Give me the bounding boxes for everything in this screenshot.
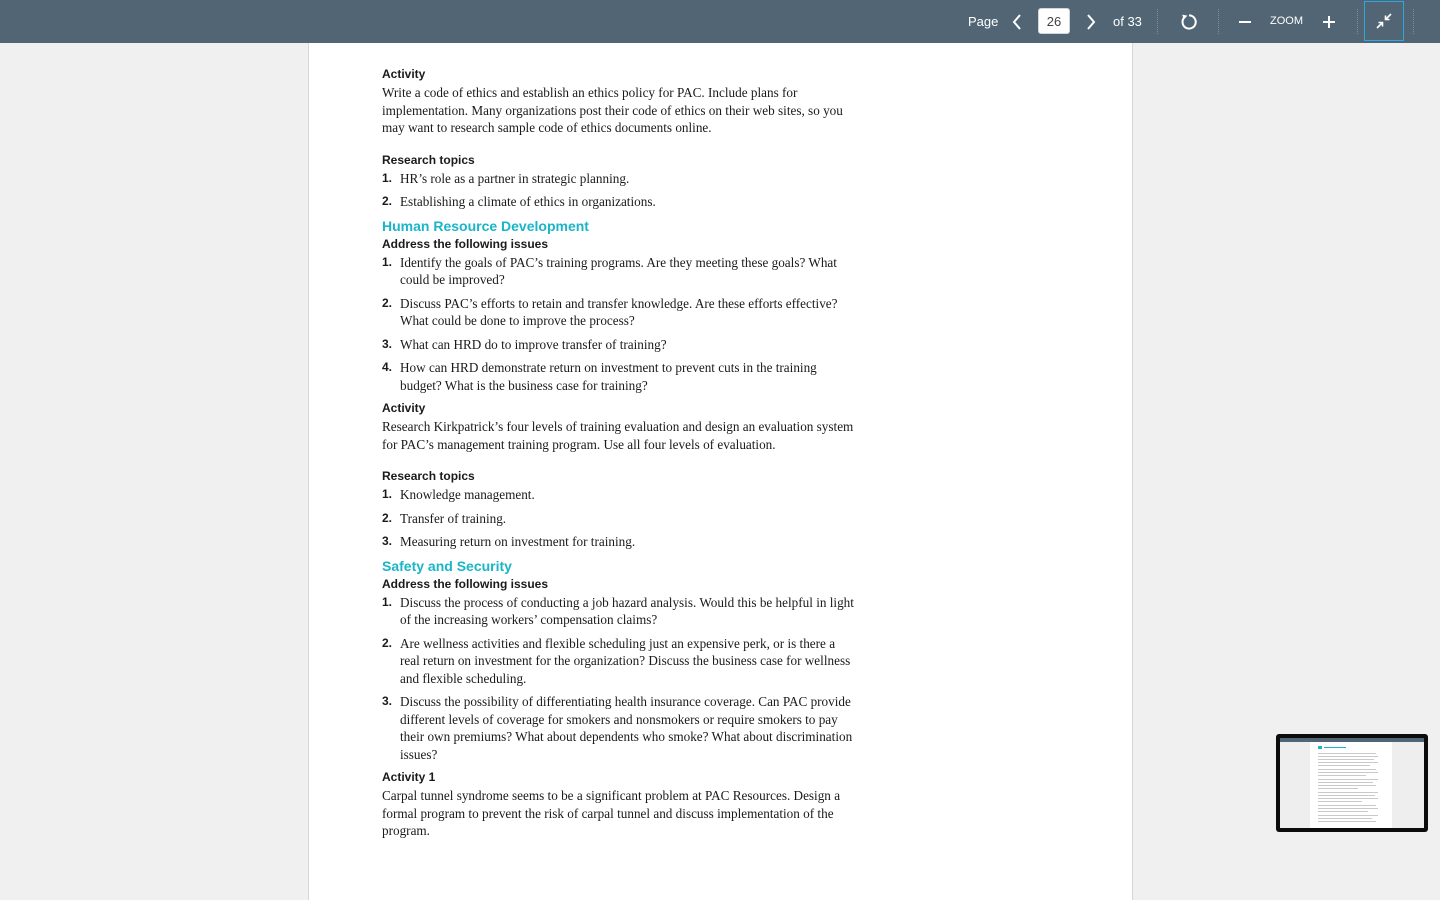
list-item: 1. Discuss the process of conducting a job hazard analysis. Would this be helpful in light of the increasing workers’ compensation claims?: [382, 594, 854, 627]
thumbnail-text-line: [1318, 788, 1358, 789]
list-item: 2. Establishing a climate of ethics in organizations.: [382, 194, 656, 209]
activity-heading: Activity 1: [382, 770, 436, 784]
thumbnail-text-line: [1318, 798, 1378, 799]
document-page: [308, 43, 1133, 900]
activity-text: Carpal tunnel syndrome seems to be a significant problem at PAC Resources. Design a formal program to prevent the risk of carpal tunnel and discuss implementation of the program.: [382, 788, 841, 838]
list-item: 2. Discuss PAC’s efforts to retain and transfer knowledge. Are these efforts effective? What could be done to improve the process?: [382, 295, 838, 328]
thumbnail-text-line: [1318, 815, 1378, 816]
toolbar-divider: [1218, 9, 1219, 34]
list-item: 3. Discuss the possibility of differentiating health insurance coverage. Can PAC provide different levels of coverage for smokers and nonsmokers or require smokers to pay their own premiums? What about dependents who smoke? What about discrimination issues?: [382, 694, 853, 762]
zoom-in-button[interactable]: [1318, 0, 1340, 43]
research-topics-list: [382, 486, 857, 551]
thumbnail-text-line: [1318, 779, 1378, 780]
thumbnail-preview: [1280, 738, 1424, 828]
thumbnail-text-line: [1318, 765, 1370, 766]
exit-fullscreen-button[interactable]: [1364, 1, 1404, 41]
zoom-out-button[interactable]: [1234, 0, 1256, 43]
page-number-input[interactable]: [1038, 8, 1070, 34]
thumbnail-text-line: [1318, 785, 1376, 786]
page-content: [382, 67, 857, 840]
thumbnail-text-line: [1318, 818, 1372, 819]
thumbnail-text-line: [1318, 801, 1362, 802]
thumbnail-text-line: [1318, 756, 1378, 757]
list-item: 1. Knowledge management.: [382, 487, 535, 502]
thumbnail-text-line: [1318, 811, 1368, 812]
thumbnail-text-line: [1318, 805, 1376, 806]
rotate-icon: [1179, 12, 1199, 32]
thumbnail-text-line: [1318, 769, 1376, 770]
research-topics-heading: Research topics: [382, 152, 475, 167]
thumbnail-text-line: [1318, 753, 1376, 754]
thumbnail-text-line: [1318, 821, 1376, 822]
thumbnail-text-line: [1318, 792, 1378, 793]
rotate-button[interactable]: [1176, 0, 1202, 43]
thumbnail-page: [1310, 742, 1392, 828]
chevron-right-icon: [1085, 13, 1097, 31]
viewer-toolbar: [0, 0, 1440, 43]
previous-page-button[interactable]: [1006, 0, 1028, 43]
thumbnail-heading-mark: [1318, 746, 1322, 749]
activity-heading: Activity: [382, 67, 426, 81]
address-issues-heading: Address the following issues: [382, 236, 549, 251]
thumbnail-text-line: [1318, 808, 1378, 809]
address-issues-heading: Address the following issues: [382, 576, 549, 591]
page-label: Page: [968, 14, 999, 29]
safety-issues-list: [382, 594, 857, 764]
thumbnail-text-line: [1318, 795, 1375, 796]
plus-icon: [1322, 15, 1336, 29]
list-item: 3. Measuring return on investment for training.: [382, 534, 636, 549]
list-item: 4. How can HRD demonstrate return on investment to prevent cuts in the training budget? What is the business case for training?: [382, 360, 817, 393]
activity-text: Write a code of ethics and establish an ethics policy for PAC. Include plans for implementation. Many organizations post their code of ethics on their web sites, so you may want to research sample code of ethics documents online.: [382, 85, 843, 135]
thumbnail-text-line: [1318, 772, 1378, 773]
thumbnail-text-line: [1318, 759, 1374, 760]
activity-text: Research Kirkpatrick’s four levels of training evaluation and design an evaluation system for PAC’s management training program. Use all four levels of evaluation.: [382, 419, 854, 452]
toolbar-divider: [1413, 9, 1414, 34]
list-item: 1. HR’s role as a partner in strategic planning.: [382, 170, 630, 186]
page-thumbnail-navigator[interactable]: [1276, 734, 1428, 832]
activity-heading: Activity: [382, 401, 426, 415]
chevron-left-icon: [1011, 13, 1023, 31]
research-topics-heading: Research topics: [382, 469, 475, 483]
hrd-issues-list: [382, 254, 857, 395]
zoom-label: ZOOM: [1270, 15, 1303, 27]
collapse-arrows-icon: [1376, 13, 1392, 29]
list-item: 2. Are wellness activities and flexible scheduling just an expensive perk, or is there a real return on investment for the organization? Discuss the business case for wellness and flexible scheduling.: [382, 635, 851, 686]
toolbar-divider: [1357, 9, 1358, 34]
thumbnail-heading-mark: [1324, 747, 1346, 748]
section-heading-safety: Safety and Security: [382, 557, 512, 574]
list-item: 2. Transfer of training.: [382, 510, 507, 526]
research-topics-list: [382, 170, 857, 211]
toolbar-divider: [1157, 9, 1158, 34]
next-page-button[interactable]: [1080, 0, 1102, 43]
list-item: 3. What can HRD do to improve transfer of training?: [382, 336, 667, 352]
section-heading-hrd: Human Resource Development: [382, 217, 589, 234]
thumbnail-text-line: [1318, 782, 1373, 783]
minus-icon: [1238, 15, 1252, 29]
list-item: 1. Identify the goals of PAC’s training programs. Are they meeting these goals? What could be improved?: [382, 254, 837, 287]
page-count-label: of 33: [1113, 14, 1142, 29]
thumbnail-text-line: [1318, 762, 1378, 763]
thumbnail-text-line: [1318, 775, 1366, 776]
